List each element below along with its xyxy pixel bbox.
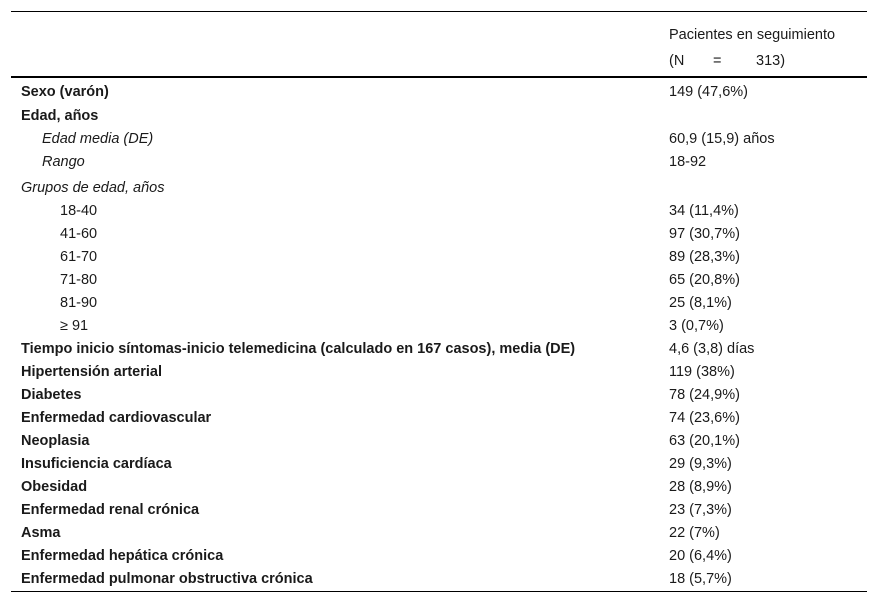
table-row — [11, 337, 867, 360]
row-label: Edad media (DE) — [42, 130, 154, 147]
table-row — [11, 521, 867, 544]
row-label: Rango — [42, 153, 85, 170]
row-label: 61-70 — [60, 248, 98, 265]
row-value: 78 (24,9%) — [669, 386, 740, 403]
row-value: 34 (11,4%) — [669, 202, 739, 219]
table-header — [11, 12, 867, 78]
row-label: 18-40 — [60, 202, 98, 219]
table-row — [11, 291, 867, 314]
table-row — [11, 199, 867, 222]
row-value: 74 (23,6%) — [669, 409, 740, 426]
row-value: 89 (28,3%) — [669, 248, 740, 265]
row-value: 22 (7%) — [669, 524, 720, 541]
row-value: 29 (9,3%) — [669, 455, 732, 472]
row-label: Grupos de edad, años — [21, 179, 165, 196]
sample-size-value: 313) — [756, 53, 786, 69]
patient-characteristics-table-wrapper — [11, 11, 867, 592]
column-title: Pacientes en seguimiento — [660, 12, 867, 47]
row-label: Enfermedad cardiovascular — [21, 409, 212, 426]
row-value: 25 (8,1%) — [669, 294, 732, 311]
row-value — [660, 104, 867, 127]
row-label: Edad, años — [21, 107, 99, 124]
table-row — [11, 77, 867, 104]
row-label: Enfermedad pulmonar obstructiva crónica — [11, 567, 660, 592]
row-value: 20 (6,4%) — [669, 547, 732, 564]
row-label: Obesidad — [21, 478, 88, 495]
table-row — [11, 406, 867, 429]
row-label: Sexo (varón) — [21, 83, 109, 100]
row-value: 65 (20,8%) — [669, 271, 740, 288]
table-row — [11, 314, 867, 337]
table-row — [11, 429, 867, 452]
row-label: Enfermedad renal crónica — [21, 501, 200, 518]
row-value: 97 (30,7%) — [669, 225, 740, 242]
table-row — [11, 222, 867, 245]
header-empty-cell — [11, 12, 660, 47]
patient-characteristics-table — [11, 11, 867, 592]
table-row — [11, 567, 867, 592]
table-body — [11, 77, 867, 592]
row-label: 71-80 — [60, 271, 98, 288]
row-value: 4,6 (3,8) días — [669, 340, 755, 357]
table-row — [11, 360, 867, 383]
row-value: 28 (8,9%) — [669, 478, 732, 495]
table-row — [11, 104, 867, 127]
header-row-n — [11, 46, 867, 77]
row-label: ≥ 91 — [60, 317, 89, 334]
row-label: 81-90 — [60, 294, 98, 311]
row-value: 23 (7,3%) — [669, 501, 732, 518]
table-row — [11, 544, 867, 567]
table-row — [11, 475, 867, 498]
row-value: 18-92 — [669, 153, 707, 170]
table-row — [11, 245, 867, 268]
row-value: 60,9 (15,9) años — [669, 130, 775, 147]
sample-size-open: (N — [669, 53, 685, 69]
row-value — [660, 173, 867, 199]
header-empty-cell — [11, 46, 660, 77]
sample-size — [660, 46, 867, 77]
row-value: 149 (47,6%) — [669, 83, 748, 100]
row-label: Enfermedad hepática crónica — [21, 547, 224, 564]
table-row — [11, 173, 867, 199]
row-value: 119 (38%) — [669, 363, 735, 380]
sample-size-equals: = — [713, 53, 722, 69]
row-label: Asma — [21, 524, 61, 541]
table-row — [11, 498, 867, 521]
table-row — [11, 127, 867, 150]
row-value: 63 (20,1%) — [669, 432, 740, 449]
row-label: Tiempo inicio síntomas-inicio telemedicina (calculado en 167 casos), media (DE) — [21, 340, 576, 357]
table-row — [11, 383, 867, 406]
row-value: 3 (0,7%) — [669, 317, 724, 334]
row-label: Neoplasia — [21, 432, 90, 449]
row-value: 18 (5,7%) — [660, 567, 867, 592]
header-row-title — [11, 12, 867, 47]
table-row — [11, 268, 867, 291]
row-label: Insuficiencia cardíaca — [21, 455, 172, 472]
row-label: 41-60 — [60, 225, 98, 242]
table-row — [11, 452, 867, 475]
table-row — [11, 150, 867, 173]
row-label: Hipertensión arterial — [21, 363, 163, 380]
row-label: Diabetes — [21, 386, 82, 403]
